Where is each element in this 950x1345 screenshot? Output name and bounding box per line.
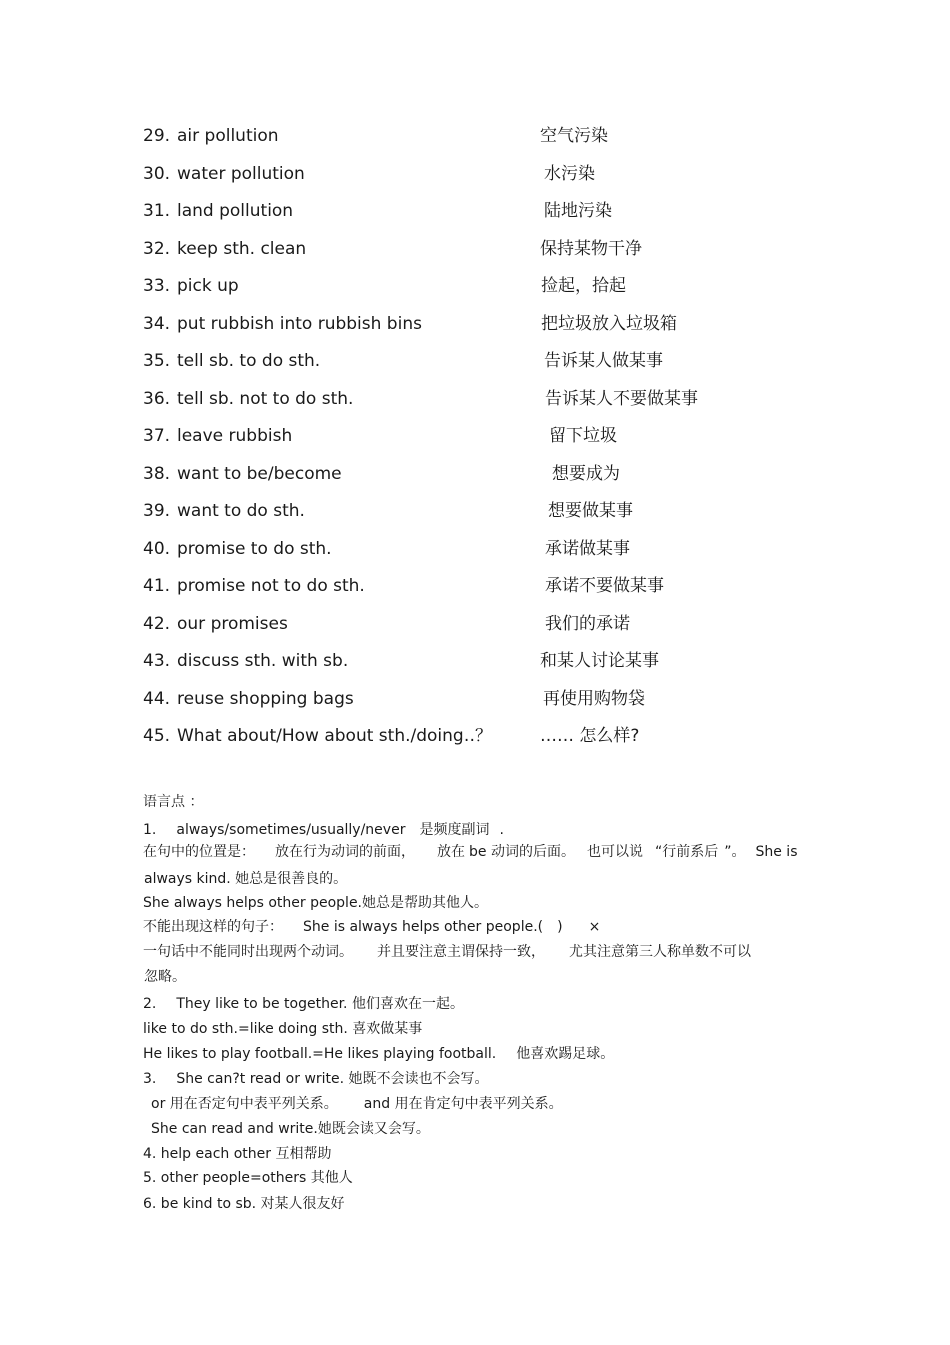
vocab-item xyxy=(143,349,843,387)
note-text: ”。 xyxy=(724,844,746,860)
note-number: 1. xyxy=(143,822,157,838)
vocab-english: What about/How about sth./doing‥？ xyxy=(177,726,493,746)
vocab-english: leave rubbish xyxy=(177,426,293,446)
note-text: 尤其注意第三人称单数不可以 xyxy=(569,944,751,960)
note-line xyxy=(143,942,751,962)
vocab-item xyxy=(143,574,843,612)
note-text: “行前系后 xyxy=(654,844,719,860)
note-line xyxy=(143,820,504,840)
note-number: 2. xyxy=(143,996,157,1012)
vocab-chinese: 陆地污染 xyxy=(544,201,612,221)
vocab-chinese: 想要做某事 xyxy=(548,501,633,521)
vocab-chinese: 把垃圾放入垃圾箱 xyxy=(541,313,677,334)
note-line: always kind. 她总是很善良的。 xyxy=(144,871,348,887)
vocab-item xyxy=(143,312,843,350)
vocab-number: 39. xyxy=(143,501,171,521)
note-text: ) xyxy=(557,919,563,935)
vocab-english: pick up xyxy=(177,276,239,296)
vocab-item xyxy=(143,274,843,312)
vocab-english: put rubbish into rubbish bins xyxy=(177,313,422,334)
note-line: She always helps other people.她总是帮助其他人。 xyxy=(143,895,489,911)
vocab-item xyxy=(143,649,843,687)
note-line xyxy=(143,1044,614,1064)
vocab-number: 37. xyxy=(143,426,171,446)
vocab-english: discuss sth. with sb. xyxy=(177,651,349,671)
vocab-chinese: 告诉某人不要做某事 xyxy=(545,388,698,409)
vocab-number: 43. xyxy=(143,651,171,671)
vocab-english: want to be/become xyxy=(177,463,342,484)
vocab-english: land pollution xyxy=(177,201,294,221)
vocab-english: promise not to do sth. xyxy=(177,576,365,596)
note-line: 忽略。 xyxy=(144,969,186,985)
vocab-english: keep sth. clean xyxy=(177,238,307,259)
vocab-number: 34. xyxy=(143,313,171,334)
vocab-chinese: 承诺不要做某事 xyxy=(545,576,664,596)
vocab-chinese: 保持某物干净 xyxy=(540,238,642,259)
vocab-chinese: 空气污染 xyxy=(540,126,608,146)
note-text: and 用在肯定句中表平列关系。 xyxy=(363,1096,563,1112)
vocab-chinese: 留下垃圾 xyxy=(549,426,617,446)
vocab-number: 35. xyxy=(143,351,171,371)
vocabulary-list xyxy=(143,124,843,762)
vocab-chinese: 再使用购物袋 xyxy=(543,688,645,709)
vocab-number: 42. xyxy=(143,613,171,634)
note-line xyxy=(143,994,464,1014)
note-text: 也可以说 xyxy=(586,844,643,860)
vocab-item xyxy=(143,424,843,462)
vocab-chinese: 和某人讨论某事 xyxy=(540,651,659,671)
note-line: like to do sth.=like doing sth. 喜欢做某事 xyxy=(143,1021,423,1037)
note-text: 在句中的位置是： xyxy=(143,844,255,860)
vocab-number: 45. xyxy=(143,726,171,746)
vocab-item xyxy=(143,237,843,275)
note-line xyxy=(143,917,600,937)
note-text: She is xyxy=(755,844,798,860)
vocab-number: 38. xyxy=(143,463,171,484)
vocab-item xyxy=(143,124,843,162)
note-line: 4. help each other 互相帮助 xyxy=(143,1146,332,1162)
note-text: He likes to play football.=He likes playing football. xyxy=(143,1046,497,1062)
section-heading: 语言点 ： xyxy=(143,794,204,810)
vocab-number: 33. xyxy=(143,276,171,296)
vocab-number: 41. xyxy=(143,576,171,596)
note-text: 他喜欢踢足球。 xyxy=(516,1046,615,1062)
vocab-number: 31. xyxy=(143,201,171,221)
vocab-item xyxy=(143,199,843,237)
note-text: 放在行为动词的前面， xyxy=(275,844,415,860)
note-line: She can read and write.她既会读又会写。 xyxy=(151,1121,430,1137)
vocab-english: our promises xyxy=(177,613,288,634)
vocab-chinese: 承诺做某事 xyxy=(545,538,630,559)
note-text: She is always helps other people.( xyxy=(303,919,544,935)
note-text: be 动词的后面。 xyxy=(469,844,575,860)
note-text: They like to be together. 他们喜欢在一起。 xyxy=(176,996,464,1012)
note-text: always/sometimes/usually/never xyxy=(176,822,406,838)
vocab-number: 30. xyxy=(143,163,171,184)
note-text: 并且要注意主谓保持一致， xyxy=(377,944,545,960)
vocab-number: 29. xyxy=(143,126,171,146)
vocab-number: 40. xyxy=(143,538,171,559)
note-text: or 用在否定句中表平列关系。 xyxy=(151,1096,338,1112)
vocab-item xyxy=(143,612,843,650)
note-text: 放在 xyxy=(437,844,465,860)
vocab-number: 32. xyxy=(143,238,171,259)
vocab-item xyxy=(143,387,843,425)
vocab-number: 44. xyxy=(143,688,171,709)
note-line: 6. be kind to sb. 对某人很友好 xyxy=(143,1196,345,1212)
vocab-english: water pollution xyxy=(177,163,305,184)
note-text: She can?t read or write. 她既不会读也不会写。 xyxy=(176,1071,489,1087)
note-text: 不能出现这样的句子： xyxy=(143,919,283,935)
vocab-chinese: 捡起，拾起 xyxy=(541,276,626,296)
note-number: 3. xyxy=(143,1071,157,1087)
vocab-item xyxy=(143,687,843,725)
vocab-english: reuse shopping bags xyxy=(177,688,354,709)
vocab-english: air pollution xyxy=(177,126,279,146)
note-line xyxy=(151,1094,563,1114)
vocab-english: want to do sth. xyxy=(177,501,305,521)
vocab-english: tell sb. not to do sth. xyxy=(177,388,354,409)
note-text: . xyxy=(499,822,504,838)
vocab-item xyxy=(143,724,843,762)
vocab-item xyxy=(143,499,843,537)
note-line: 5. other people=others 其他人 xyxy=(143,1170,353,1186)
vocab-chinese: …… 怎么样? xyxy=(540,726,640,746)
vocab-item xyxy=(143,537,843,575)
cross-mark: × xyxy=(588,919,601,935)
vocab-chinese: 告诉某人做某事 xyxy=(544,351,663,371)
vocab-english: tell sb. to do sth. xyxy=(177,351,321,371)
note-line xyxy=(143,1069,489,1089)
vocab-chinese: 水污染 xyxy=(544,163,595,184)
vocab-english: promise to do sth. xyxy=(177,538,332,559)
vocab-item xyxy=(143,162,843,200)
vocab-item xyxy=(143,462,843,500)
note-line xyxy=(143,842,798,862)
vocab-number: 36. xyxy=(143,388,171,409)
note-text: 一句话中不能同时出现两个动词。 xyxy=(143,944,353,960)
vocab-chinese: 想要成为 xyxy=(552,463,620,484)
note-text: 是频度副词 xyxy=(419,822,490,838)
vocab-chinese: 我们的承诺 xyxy=(545,613,630,634)
